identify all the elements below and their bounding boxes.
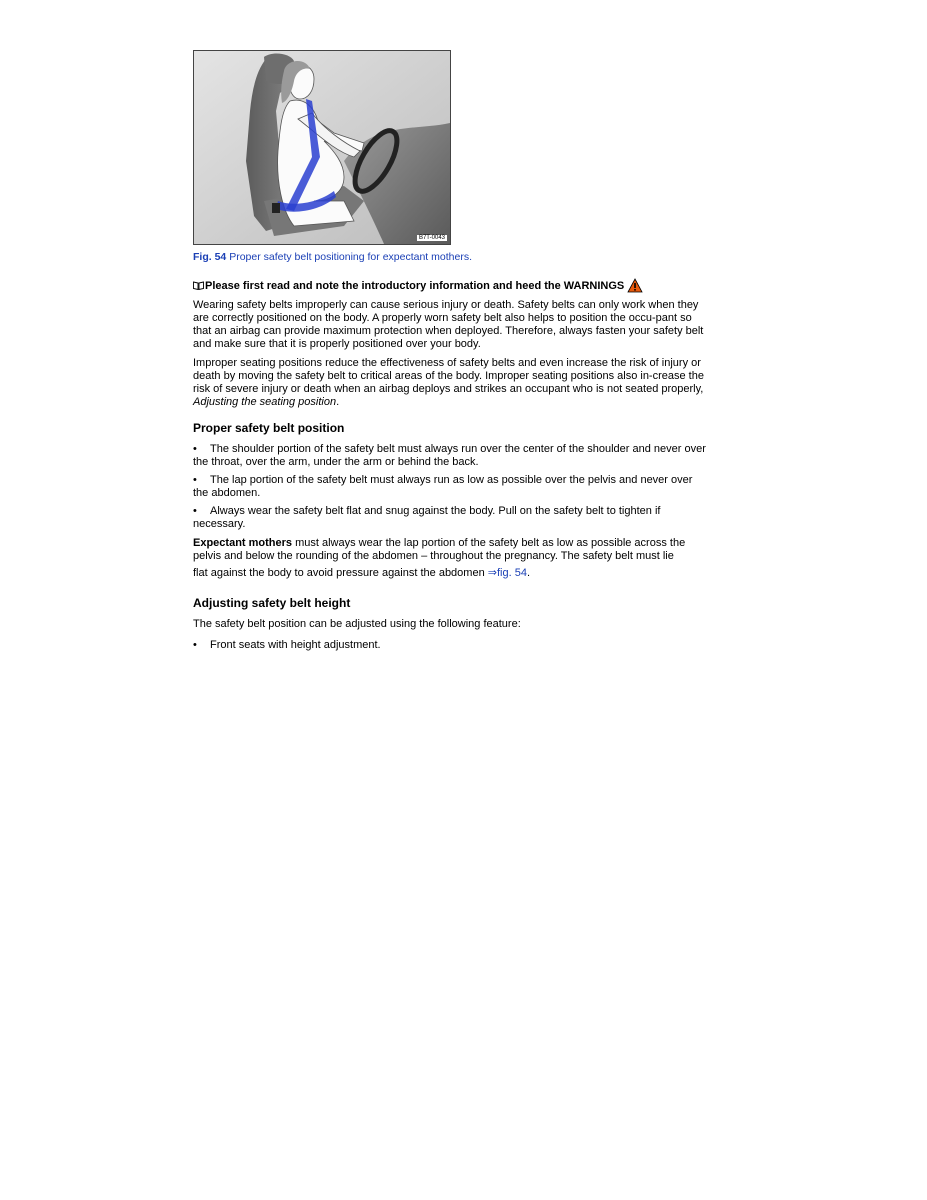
figure-code: B7T-0043 bbox=[418, 235, 445, 241]
expectant-mothers-paragraph bbox=[193, 537, 709, 563]
list-item: • Always wear the safety belt flat and snug against the body. Pull on the safety belt to tighten if necessary. bbox=[193, 505, 661, 530]
list-item: • The shoulder portion of the safety belt must always run over the center of the shoulder and never over the throat, over the arm, under the arm or behind the back. bbox=[193, 443, 706, 468]
paragraph-2-text: Improper seating positions reduce the effectiveness of safety belts and even increase the risk of injury or death by moving the safety belt to critical areas of the body. Improper seating positions also in-crease the risk of severe injury or death when an airbag deploys and strikes an occupant who is not seated properly, bbox=[193, 357, 704, 395]
seating-position-ref: Adjusting the seating position bbox=[193, 396, 337, 408]
figure-illustration bbox=[193, 50, 451, 245]
warning-triangle-icon[interactable] bbox=[627, 278, 643, 293]
belt-height-intro: The safety belt position can be adjusted using the following feature: bbox=[193, 618, 521, 630]
intro-text: Please first read and note the introductory information and heed the WARNINGS bbox=[205, 279, 625, 292]
paragraph-1: Wearing safety belts improperly can cause serious injury or death. Safety belts can only work when they are correctly positioned on the body. A properly worn safety belt also helps to position the occu-pant so that an airbag can provide maximum protection when deployed. Therefore, always fasten your safety belt and make sure that it is properly positioned over your body. bbox=[193, 299, 704, 350]
list-item-text: The lap portion of the safety belt must always run as low as possible over the pelvis and never over the abdomen. bbox=[193, 474, 693, 499]
list-item-text: Front seats with height adjustment. bbox=[210, 639, 381, 651]
paragraph-2: Improper seating positions reduce the effectiveness of safety belts and even increase the risk of injury or death by moving the safety belt to critical areas of the body. Improper seating positions also in-crease the risk of severe injury or death when an airbag deploys and strikes an occupant who is not seated properly, Adjusting the seating position. bbox=[193, 357, 704, 408]
intro-warning-line bbox=[193, 278, 709, 293]
list-item: • Front seats with height adjustment. bbox=[193, 639, 381, 651]
figure-caption bbox=[193, 251, 709, 263]
section-heading-belt-height: Adjusting safety belt height bbox=[193, 596, 351, 610]
page-content bbox=[193, 50, 709, 657]
book-icon bbox=[193, 281, 204, 290]
pregnant-driver-illustration bbox=[194, 51, 450, 244]
expectant-mothers-label: Expectant mothers bbox=[193, 537, 293, 549]
section-heading-belt-position: Proper safety belt position bbox=[193, 421, 345, 435]
sentence-end: . bbox=[526, 567, 531, 579]
caption-label: Fig. 54 bbox=[193, 251, 227, 263]
fig-54-link[interactable]: ⇒fig. 54 bbox=[487, 567, 527, 579]
expectant-mothers-text: must always wear the lap portion of the safety belt as low as possible across the pelvis and below the rounding of the abdomen – throughout the pregnancy. The safety belt must lie bbox=[193, 537, 686, 562]
list-item-text: Always wear the safety belt flat and snug against the body. Pull on the safety belt to tighten if necessary. bbox=[193, 505, 661, 530]
caption-text: Proper safety belt positioning for expectant mothers. bbox=[229, 251, 472, 263]
expectant-mothers-paragraph-cont bbox=[193, 567, 709, 580]
expectant-mothers-text-2: flat against the body to avoid pressure against the abdomen bbox=[193, 567, 485, 579]
list-item: • The lap portion of the safety belt must always run as low as possible over the pelvis and never over the abdomen. bbox=[193, 474, 693, 499]
list-item-text: The shoulder portion of the safety belt must always run over the center of the shoulder and never over the throat, over the arm, under the arm or behind the back. bbox=[193, 443, 706, 468]
